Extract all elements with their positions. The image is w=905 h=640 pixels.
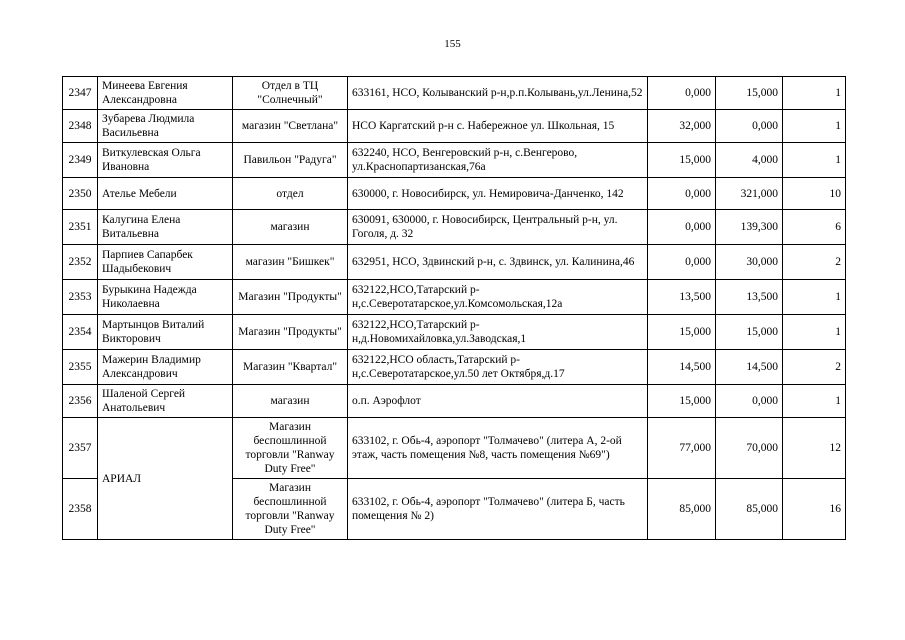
table-row [63, 350, 846, 385]
row-number: 2349 [63, 143, 98, 178]
value-2: 13,500 [716, 280, 783, 315]
table-row [63, 178, 846, 210]
value-2: 0,000 [716, 110, 783, 143]
row-number: 2354 [63, 315, 98, 350]
table-row [63, 210, 846, 245]
object-type: магазин [233, 210, 348, 245]
object-type: Магазин "Продукты" [233, 315, 348, 350]
value-3: 1 [783, 280, 846, 315]
value-3: 16 [783, 479, 846, 540]
object-address: 633102, г. Обь-4, аэропорт "Толмачево" (литера А, 2-ой этаж, часть помещения №8, часть помещения №69") [348, 418, 648, 479]
table-row [63, 418, 846, 479]
value-1: 77,000 [648, 418, 716, 479]
object-address: 633102, г. Обь-4, аэропорт "Толмачево" (литера Б, часть помещения № 2) [348, 479, 648, 540]
value-2: 70,000 [716, 418, 783, 479]
object-type: Магазин беспошлинной торговли "Ranway Duty Free" [233, 418, 348, 479]
value-3: 1 [783, 385, 846, 418]
value-3: 10 [783, 178, 846, 210]
owner-name: Парпиев Сапарбек Шадыбекович [98, 245, 233, 280]
value-1: 0,000 [648, 210, 716, 245]
owner-name: Ателье Мебели [98, 178, 233, 210]
object-address: о.п. Аэрофлот [348, 385, 648, 418]
row-number: 2352 [63, 245, 98, 280]
row-number: 2358 [63, 479, 98, 540]
table-row [63, 77, 846, 110]
value-2: 30,000 [716, 245, 783, 280]
object-type: Магазин "Квартал" [233, 350, 348, 385]
value-1: 15,000 [648, 385, 716, 418]
value-1: 15,000 [648, 143, 716, 178]
value-3: 1 [783, 315, 846, 350]
owner-name: Минеева Евгения Александровна [98, 77, 233, 110]
object-address: 633161, НСО, Колыванский р-н,р.п.Колывань,ул.Ленина,52 [348, 77, 648, 110]
value-1: 32,000 [648, 110, 716, 143]
value-3: 2 [783, 245, 846, 280]
row-number: 2347 [63, 77, 98, 110]
row-number: 2353 [63, 280, 98, 315]
value-1: 13,500 [648, 280, 716, 315]
table-row [63, 110, 846, 143]
owner-name: Бурыкина Надежда Николаевна [98, 280, 233, 315]
value-2: 14,500 [716, 350, 783, 385]
owner-name: Мартынцов Виталий Викторович [98, 315, 233, 350]
value-3: 1 [783, 110, 846, 143]
row-number: 2355 [63, 350, 98, 385]
table-row [63, 245, 846, 280]
object-address: 632951, НСО, Здвинский р-н, с. Здвинск, ул. Калинина,46 [348, 245, 648, 280]
row-number: 2351 [63, 210, 98, 245]
row-number: 2348 [63, 110, 98, 143]
row-number: 2357 [63, 418, 98, 479]
object-address: 630091, 630000, г. Новосибирск, Центральный р-н, ул. Гоголя, д. 32 [348, 210, 648, 245]
owner-name: Мажерин Владимир Александрович [98, 350, 233, 385]
value-2: 321,000 [716, 178, 783, 210]
object-type: Отдел в ТЦ "Солнечный" [233, 77, 348, 110]
value-2: 85,000 [716, 479, 783, 540]
value-3: 6 [783, 210, 846, 245]
value-1: 0,000 [648, 245, 716, 280]
table-row [63, 280, 846, 315]
value-1: 85,000 [648, 479, 716, 540]
owner-name: Калугина Елена Витальевна [98, 210, 233, 245]
object-address: 632122,НСО,Татарский р-н,с.Северотатарское,ул.Комсомольская,12а [348, 280, 648, 315]
table-row [63, 143, 846, 178]
object-address: 630000, г. Новосибирск, ул. Немировича-Данченко, 142 [348, 178, 648, 210]
value-2: 15,000 [716, 77, 783, 110]
value-2: 0,000 [716, 385, 783, 418]
object-type: Павильон "Радуга" [233, 143, 348, 178]
value-1: 0,000 [648, 178, 716, 210]
value-2: 4,000 [716, 143, 783, 178]
object-address: 632122,НСО область,Татарский р-н,с.Северотатарское,ул.50 лет Октября,д.17 [348, 350, 648, 385]
value-3: 1 [783, 77, 846, 110]
value-1: 0,000 [648, 77, 716, 110]
object-type: отдел [233, 178, 348, 210]
value-2: 15,000 [716, 315, 783, 350]
table-row [63, 315, 846, 350]
owner-name: АРИАЛ [98, 418, 233, 540]
owner-name: Виткулевская Ольга Ивановна [98, 143, 233, 178]
object-type: магазин "Бишкек" [233, 245, 348, 280]
value-2: 139,300 [716, 210, 783, 245]
row-number: 2356 [63, 385, 98, 418]
value-1: 15,000 [648, 315, 716, 350]
object-type: магазин [233, 385, 348, 418]
object-address: НСО Каргатский р-н с. Набережное ул. Школьная, 15 [348, 110, 648, 143]
value-3: 12 [783, 418, 846, 479]
value-3: 1 [783, 143, 846, 178]
object-address: 632240, НСО, Венгеровский р-н, с.Венгерово, ул.Краснопартизанская,76а [348, 143, 648, 178]
object-address: 632122,НСО,Татарский р-н,д.Новомихайловка,ул.Заводская,1 [348, 315, 648, 350]
value-1: 14,500 [648, 350, 716, 385]
row-number: 2350 [63, 178, 98, 210]
object-type: Магазин беспошлинной торговли "Ranway Duty Free" [233, 479, 348, 540]
object-type: Магазин "Продукты" [233, 280, 348, 315]
object-type: магазин "Светлана" [233, 110, 348, 143]
registry-table [62, 76, 846, 540]
value-3: 2 [783, 350, 846, 385]
owner-name: Зубарева Людмила Васильевна [98, 110, 233, 143]
page-number: 155 [444, 38, 461, 50]
owner-name: Шаленой Сергей Анатольевич [98, 385, 233, 418]
table-row [63, 385, 846, 418]
